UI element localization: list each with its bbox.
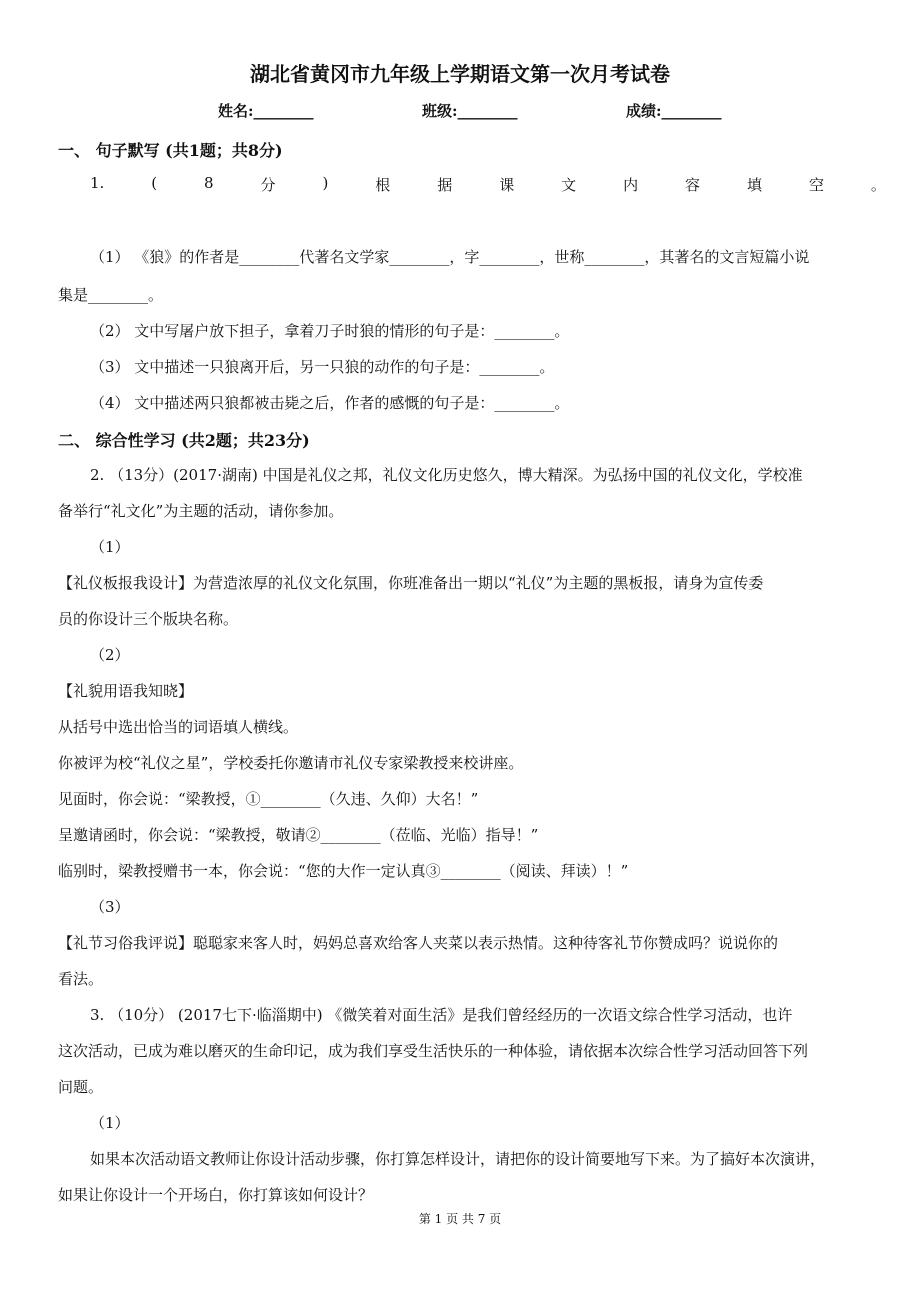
q1-token: 填 [747, 176, 763, 194]
q2-sub2-blank1: 见面时，你会说：“梁教授，①________（久违、久仰）大名！” [58, 790, 479, 808]
q2-sub1-line2: 员的你设计三个版块名称。 [58, 610, 239, 628]
question-1-stem [90, 174, 886, 195]
q2-sub2-instruction: 从括号中选出恰当的词语填人横线。 [58, 718, 299, 736]
q2-sub1-label: （1） [90, 538, 130, 556]
q1-token: ) [322, 174, 329, 192]
q1-sub2: （2） 文中写屠户放下担子，拿着刀子时狼的情形的句子是：________。 [90, 322, 570, 340]
q3-stem-line1: 3. （10分） (2017七下·临淄期中) 《微笑着对面生活》是我们曾经经历的一次语文综合性学习活动，也许 [90, 1006, 793, 1024]
q2-sub3-label: （3） [90, 898, 130, 916]
section-2-heading: 二、 综合性学习 (共2题；共23分) [58, 431, 310, 450]
q2-sub2-label: （2） [90, 646, 130, 664]
q1-sub1-line2: 集是________。 [58, 286, 164, 304]
q2-sub2-context: 你被评为校“礼仪之星”，学校委托你邀请市礼仪专家梁教授来校讲座。 [58, 754, 524, 772]
q3-sub1-label: （1） [90, 1114, 130, 1132]
q1-token: 文 [561, 176, 577, 194]
q2-sub3-line2: 看法。 [58, 970, 104, 988]
q1-token: 课 [499, 176, 515, 194]
q3-stem-line3: 问题。 [58, 1078, 104, 1096]
q1-token: 内 [623, 176, 639, 194]
q1-token: 根 [375, 176, 391, 194]
q1-sub4: （4） 文中描述两只狼都被击毙之后，作者的感慨的句子是：________。 [90, 394, 570, 412]
q3-stem-line2: 这次活动，已成为难以磨灭的生命印记，成为我们享受生活快乐的一种体验，请依据本次综合性学习活动回答下列 [58, 1042, 809, 1060]
q3-sub1-line2: 如果让你设计一个开场白，你打算该如何设计？ [58, 1186, 374, 1204]
class-field: 班级:________ [422, 102, 518, 120]
q2-stem-line2: 备举行“礼文化”为主题的活动，请你参加。 [58, 502, 344, 520]
section-1-heading: 一、 句子默写 (共1题；共8分) [58, 141, 283, 160]
q2-sub2-blank3: 临别时，梁教授赠书一本，你会说：“您的大作一定认真③________（阅读、拜读）！” [58, 862, 629, 880]
q2-sub3-line1: 【礼节习俗我评说】聪聪家来客人时，妈妈总喜欢给客人夹菜以表示热情。这种待客礼节你赞成吗？说说你的 [58, 934, 779, 952]
q1-sub3: （3） 文中描述一只狼离开后，另一只狼的动作的句子是：________。 [90, 358, 555, 376]
q1-token: 1. [90, 174, 105, 192]
q1-token: 容 [685, 176, 701, 194]
q1-token: 分 [260, 176, 276, 194]
score-field: 成绩:________ [626, 102, 722, 120]
q1-sub1-line1: （1） 《狼》的作者是________代著名文学家________，字________，世称________，其著名的文言短篇小说 [90, 248, 810, 266]
q1-token: 空 [808, 176, 824, 194]
q2-sub1-line1: 【礼仪板报我设计】为营造浓厚的礼仪文化氛围，你班准备出一期以“礼仪”为主题的黑板报，请身为宣传委 [58, 574, 764, 592]
q2-sub2-blank2: 呈邀请函时，你会说：“梁教授，敬请②________（莅临、光临）指导！” [58, 826, 539, 844]
q1-token: 。 [870, 176, 886, 194]
q1-token: ( [151, 174, 158, 192]
q1-token: 8 [204, 174, 214, 192]
page-number: 第 1 页 共 7 页 [418, 1212, 502, 1226]
q2-stem-line1: 2. （13分）(2017·湖南) 中国是礼仪之邦，礼仪文化历史悠久，博大精深。为弘扬中国的礼仪文化，学校准 [90, 466, 803, 484]
q2-sub2-title: 【礼貌用语我知晓】 [58, 682, 194, 700]
name-field: 姓名:________ [218, 102, 314, 120]
q3-sub1-line1: 如果本次活动语文教师让你设计活动步骤，你打算怎样设计，请把你的设计简要地写下来。为了搞好本次演讲， [90, 1150, 826, 1168]
q1-token: 据 [437, 176, 453, 194]
page-title: 湖北省黄冈市九年级上学期语文第一次月考试卷 [250, 62, 670, 86]
